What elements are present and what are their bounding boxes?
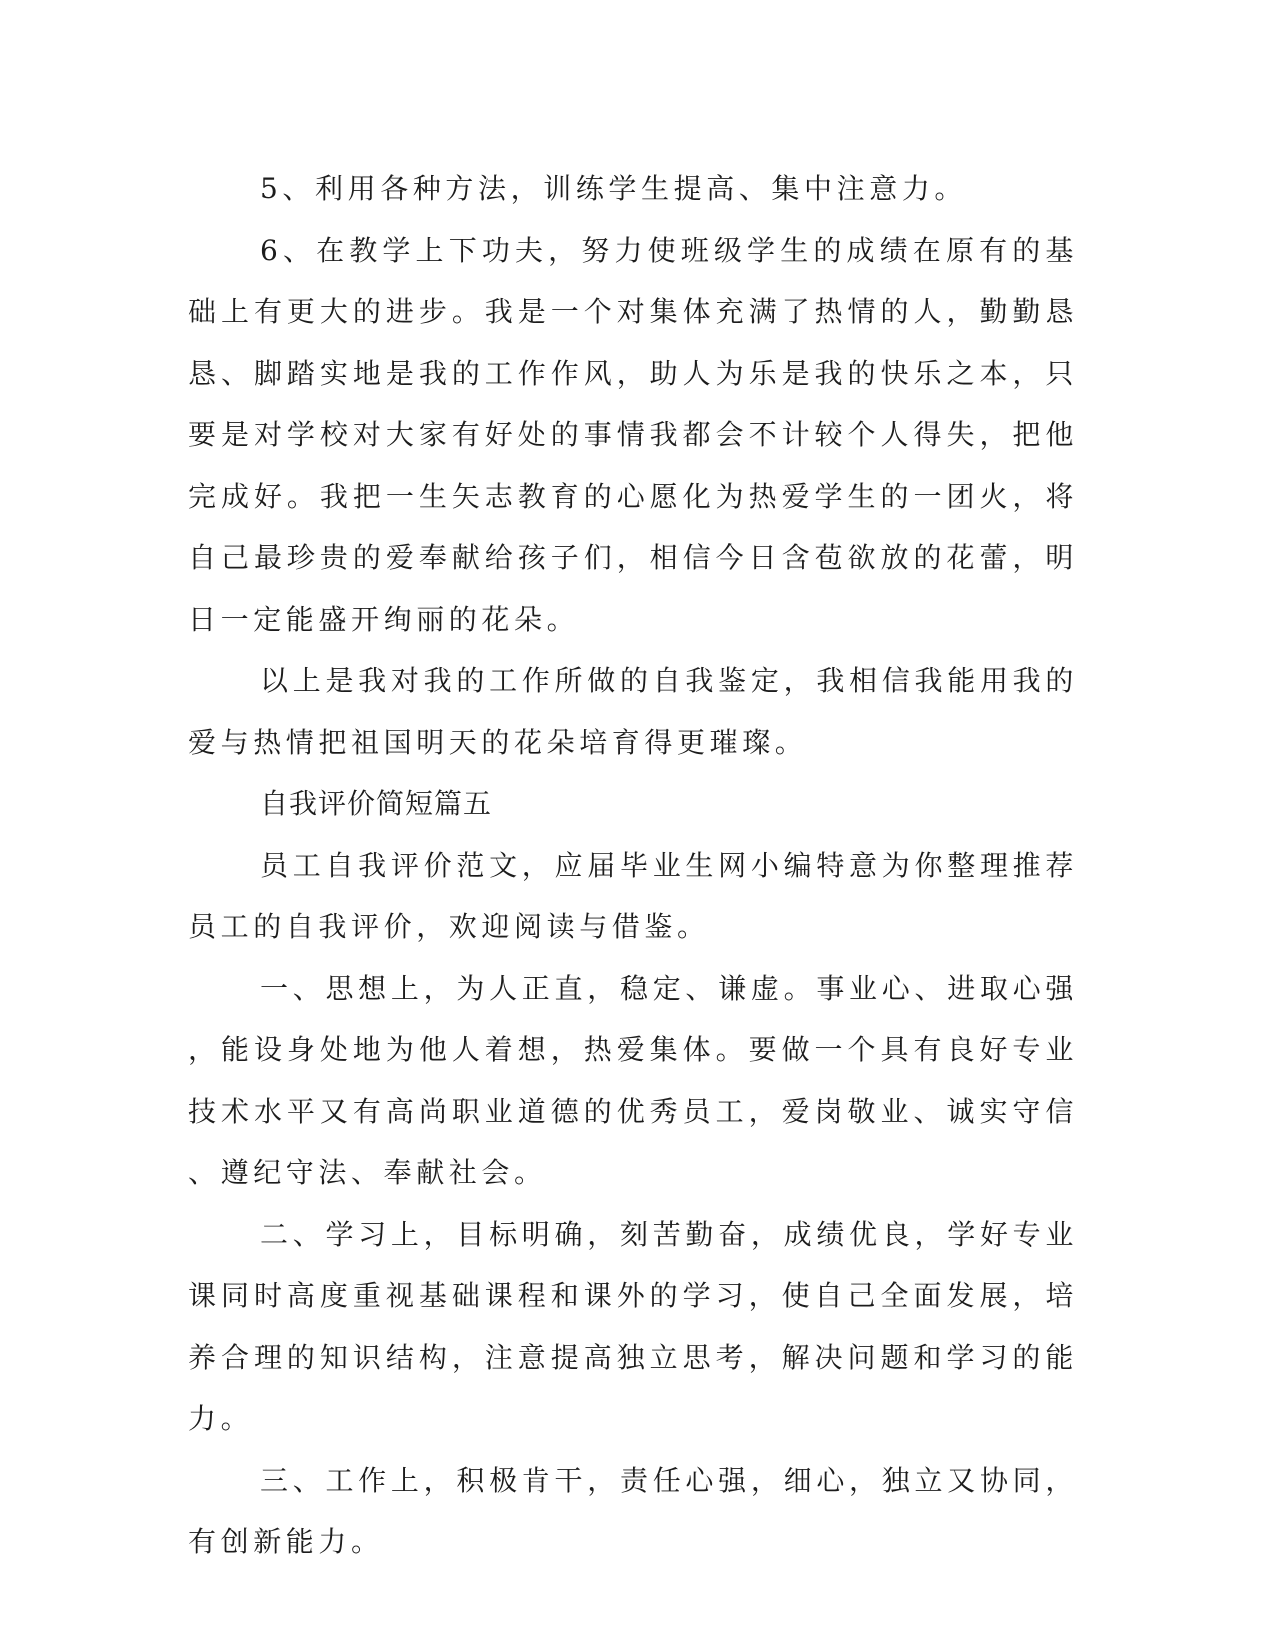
paragraph-self-appraisal-conclusion: 以上是我对我的工作所做的自我鉴定，我相信我能用我的爱与热情把祖国明天的花朵培育得更璀璨。	[188, 664, 1078, 759]
section-heading: 自我评价简短篇五	[260, 787, 493, 820]
paragraph-study: 二、学习上，目标明确，刻苦勤奋，成绩优良，学好专业课同时高度重视基础课程和课外的学习，使自己全面发展，培养合理的知识结构，注意提高独立思考，解决问题和学习的能力。	[188, 1217, 1078, 1435]
document-body	[188, 158, 1078, 1573]
paragraph-thought: 一、思想上，为人正直，稳定、谦虚。事业心、进取心强，能设身处地为他人着想，热爱集体。要做一个具有良好专业技术水平又有高尚职业道德的优秀员工，爱岗敬业、诚实守信、遵纪守法、奉献社会。	[188, 971, 1078, 1189]
paragraph-intro: 员工自我评价范文，应届毕业生网小编特意为你整理推荐员工的自我评价，欢迎阅读与借鉴。	[188, 848, 1078, 943]
paragraph-item-6: 6、在教学上下功夫，努力使班级学生的成绩在原有的基础上有更大的进步。我是一个对集体充满了热情的人，勤勤恳恳、脚踏实地是我的工作作风，助人为乐是我的快乐之本，只要是对学校对大家有好处的事情我都会不计较个人得失，把他完成好。我把一生矢志教育的心愿化为热爱学生的一团火，将自己最珍贵的爱奉献给孩子们，相信今日含苞欲放的花蕾，明日一定能盛开绚丽的花朵。	[188, 233, 1078, 636]
paragraph-item-5: 5、利用各种方法，训练学生提高、集中注意力。	[260, 172, 968, 205]
paragraph-work: 三、工作上，积极肯干，责任心强，细心，独立又协同，有创新能力。	[188, 1463, 1078, 1558]
